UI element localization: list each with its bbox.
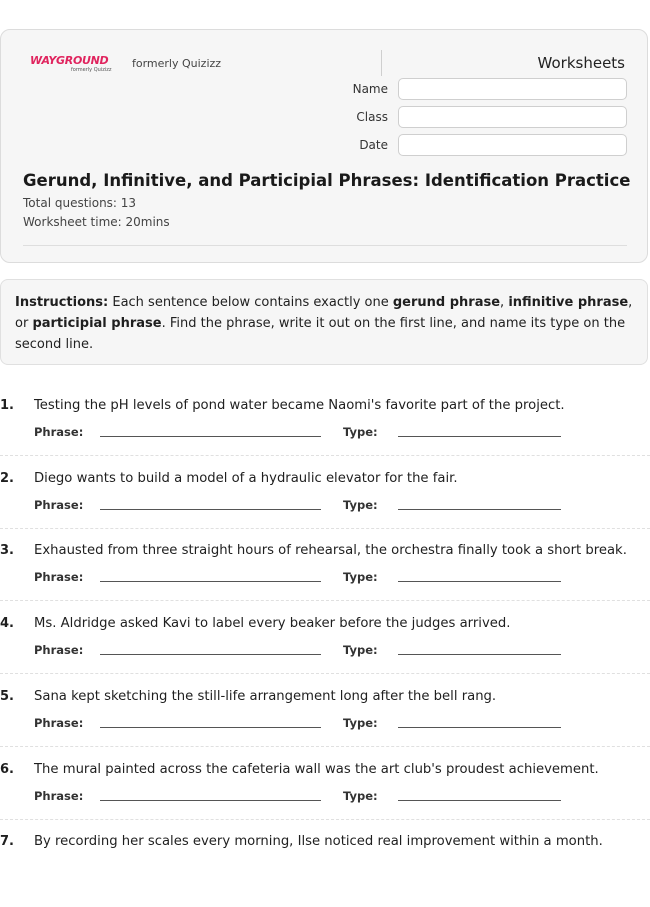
instructions-sep-2: , or: [15, 295, 633, 331]
question-item: [0, 471, 650, 544]
question-separator: [0, 746, 650, 747]
worksheet-time: Worksheet time: 20mins: [23, 215, 170, 229]
question-text: Testing the pH levels of pond water became Naomi's favorite part of the project.: [34, 398, 565, 413]
name-label: Name: [352, 82, 388, 96]
question-text: Ms. Aldridge asked Kavi to label every beaker before the judges arrived.: [34, 616, 511, 632]
instructions-box: [0, 279, 648, 365]
question-item: [0, 616, 650, 689]
phrase-answer-line[interactable]: [100, 509, 321, 510]
type-label: Type:: [343, 715, 378, 730]
type-answer-line[interactable]: [398, 436, 561, 437]
term-gerund: gerund phrase: [392, 295, 501, 310]
phrase-label: Phrase:: [34, 425, 84, 439]
phrase-answer-line[interactable]: [100, 800, 321, 801]
question-text: Exhausted from three straight hours of rehearsal, the orchestra finally took a short break.: [34, 543, 627, 559]
header-divider: [381, 50, 382, 76]
name-field-row: [341, 78, 629, 100]
question-number: 7.: [0, 834, 14, 850]
question-text: Diego wants to build a model of a hydraulic elevator for the fair.: [34, 470, 458, 486]
type-answer-line[interactable]: [398, 727, 561, 728]
type-answer-line[interactable]: [398, 509, 561, 510]
wayground-logo: [30, 54, 120, 76]
question-item: [0, 398, 650, 471]
phrase-answer-line[interactable]: [100, 654, 321, 655]
question-item: [0, 543, 650, 616]
question-number: 3.: [0, 543, 14, 559]
question-separator: [0, 819, 650, 820]
class-field-row: [341, 106, 629, 128]
date-field-row: [341, 134, 629, 156]
phrase-answer-line[interactable]: [100, 727, 321, 728]
phrase-answer-line[interactable]: [100, 436, 321, 437]
instructions-text-1: Each sentence below contains exactly one: [108, 295, 393, 310]
phrase-label: Phrase:: [34, 715, 84, 730]
question-text: The mural painted across the cafeteria wall was the art club's proudest achievement.: [34, 761, 599, 777]
type-label: Type:: [343, 643, 378, 658]
instructions-sep-1: ,: [500, 295, 509, 310]
logo-wordmark: WAYGROUND: [30, 54, 109, 67]
question-item: [0, 762, 650, 835]
class-field[interactable]: [398, 106, 627, 128]
phrase-label: Phrase:: [34, 570, 84, 585]
question-separator: [0, 455, 650, 456]
term-participial: participial phrase: [32, 316, 162, 331]
logo-subtitle: formerly Quizizz: [71, 67, 112, 73]
question-text: Sana kept sketching the still-life arrangement long after the bell rang.: [34, 688, 497, 704]
worksheets-label: Worksheets: [537, 54, 625, 72]
question-separator: [0, 673, 650, 674]
instructions-text-2: . Find the phrase, write it out on the first line, and name its type on the second line.: [15, 316, 626, 352]
date-field[interactable]: [398, 134, 627, 156]
type-label: Type:: [343, 570, 378, 585]
question-separator: [0, 528, 650, 529]
worksheet-title: Gerund, Infinitive, and Participial Phrases: Identification Practice: [23, 171, 631, 190]
question-number: 5.: [0, 688, 14, 704]
type-label: Type:: [343, 425, 378, 439]
instructions-prefix: Instructions:: [15, 295, 109, 310]
phrase-answer-line[interactable]: [100, 581, 321, 582]
total-questions: Total questions: 13: [23, 196, 137, 210]
type-label: Type:: [343, 497, 378, 512]
header-bottom-divider: [23, 245, 627, 246]
phrase-label: Phrase:: [34, 788, 84, 803]
type-answer-line[interactable]: [398, 581, 561, 582]
date-label: Date: [359, 138, 388, 152]
question-item: [0, 689, 650, 762]
question-number: 2.: [0, 470, 14, 486]
type-answer-line[interactable]: [398, 654, 561, 655]
formerly-label: formerly Quizizz: [132, 57, 222, 70]
question-number: 4.: [0, 616, 14, 632]
question-item: [0, 834, 650, 907]
type-label: Type:: [343, 788, 378, 803]
name-field[interactable]: [398, 78, 627, 100]
question-number: 1.: [0, 398, 14, 413]
class-label: Class: [356, 110, 388, 124]
question-separator: [0, 600, 650, 601]
term-infinitive: infinitive phrase: [508, 295, 629, 310]
question-text: By recording her scales every morning, Ilse noticed real improvement within a month.: [34, 834, 603, 850]
phrase-label: Phrase:: [34, 643, 84, 658]
question-number: 6.: [0, 761, 14, 777]
worksheet-header: [0, 29, 648, 263]
type-answer-line[interactable]: [398, 800, 561, 801]
phrase-label: Phrase:: [34, 497, 84, 512]
